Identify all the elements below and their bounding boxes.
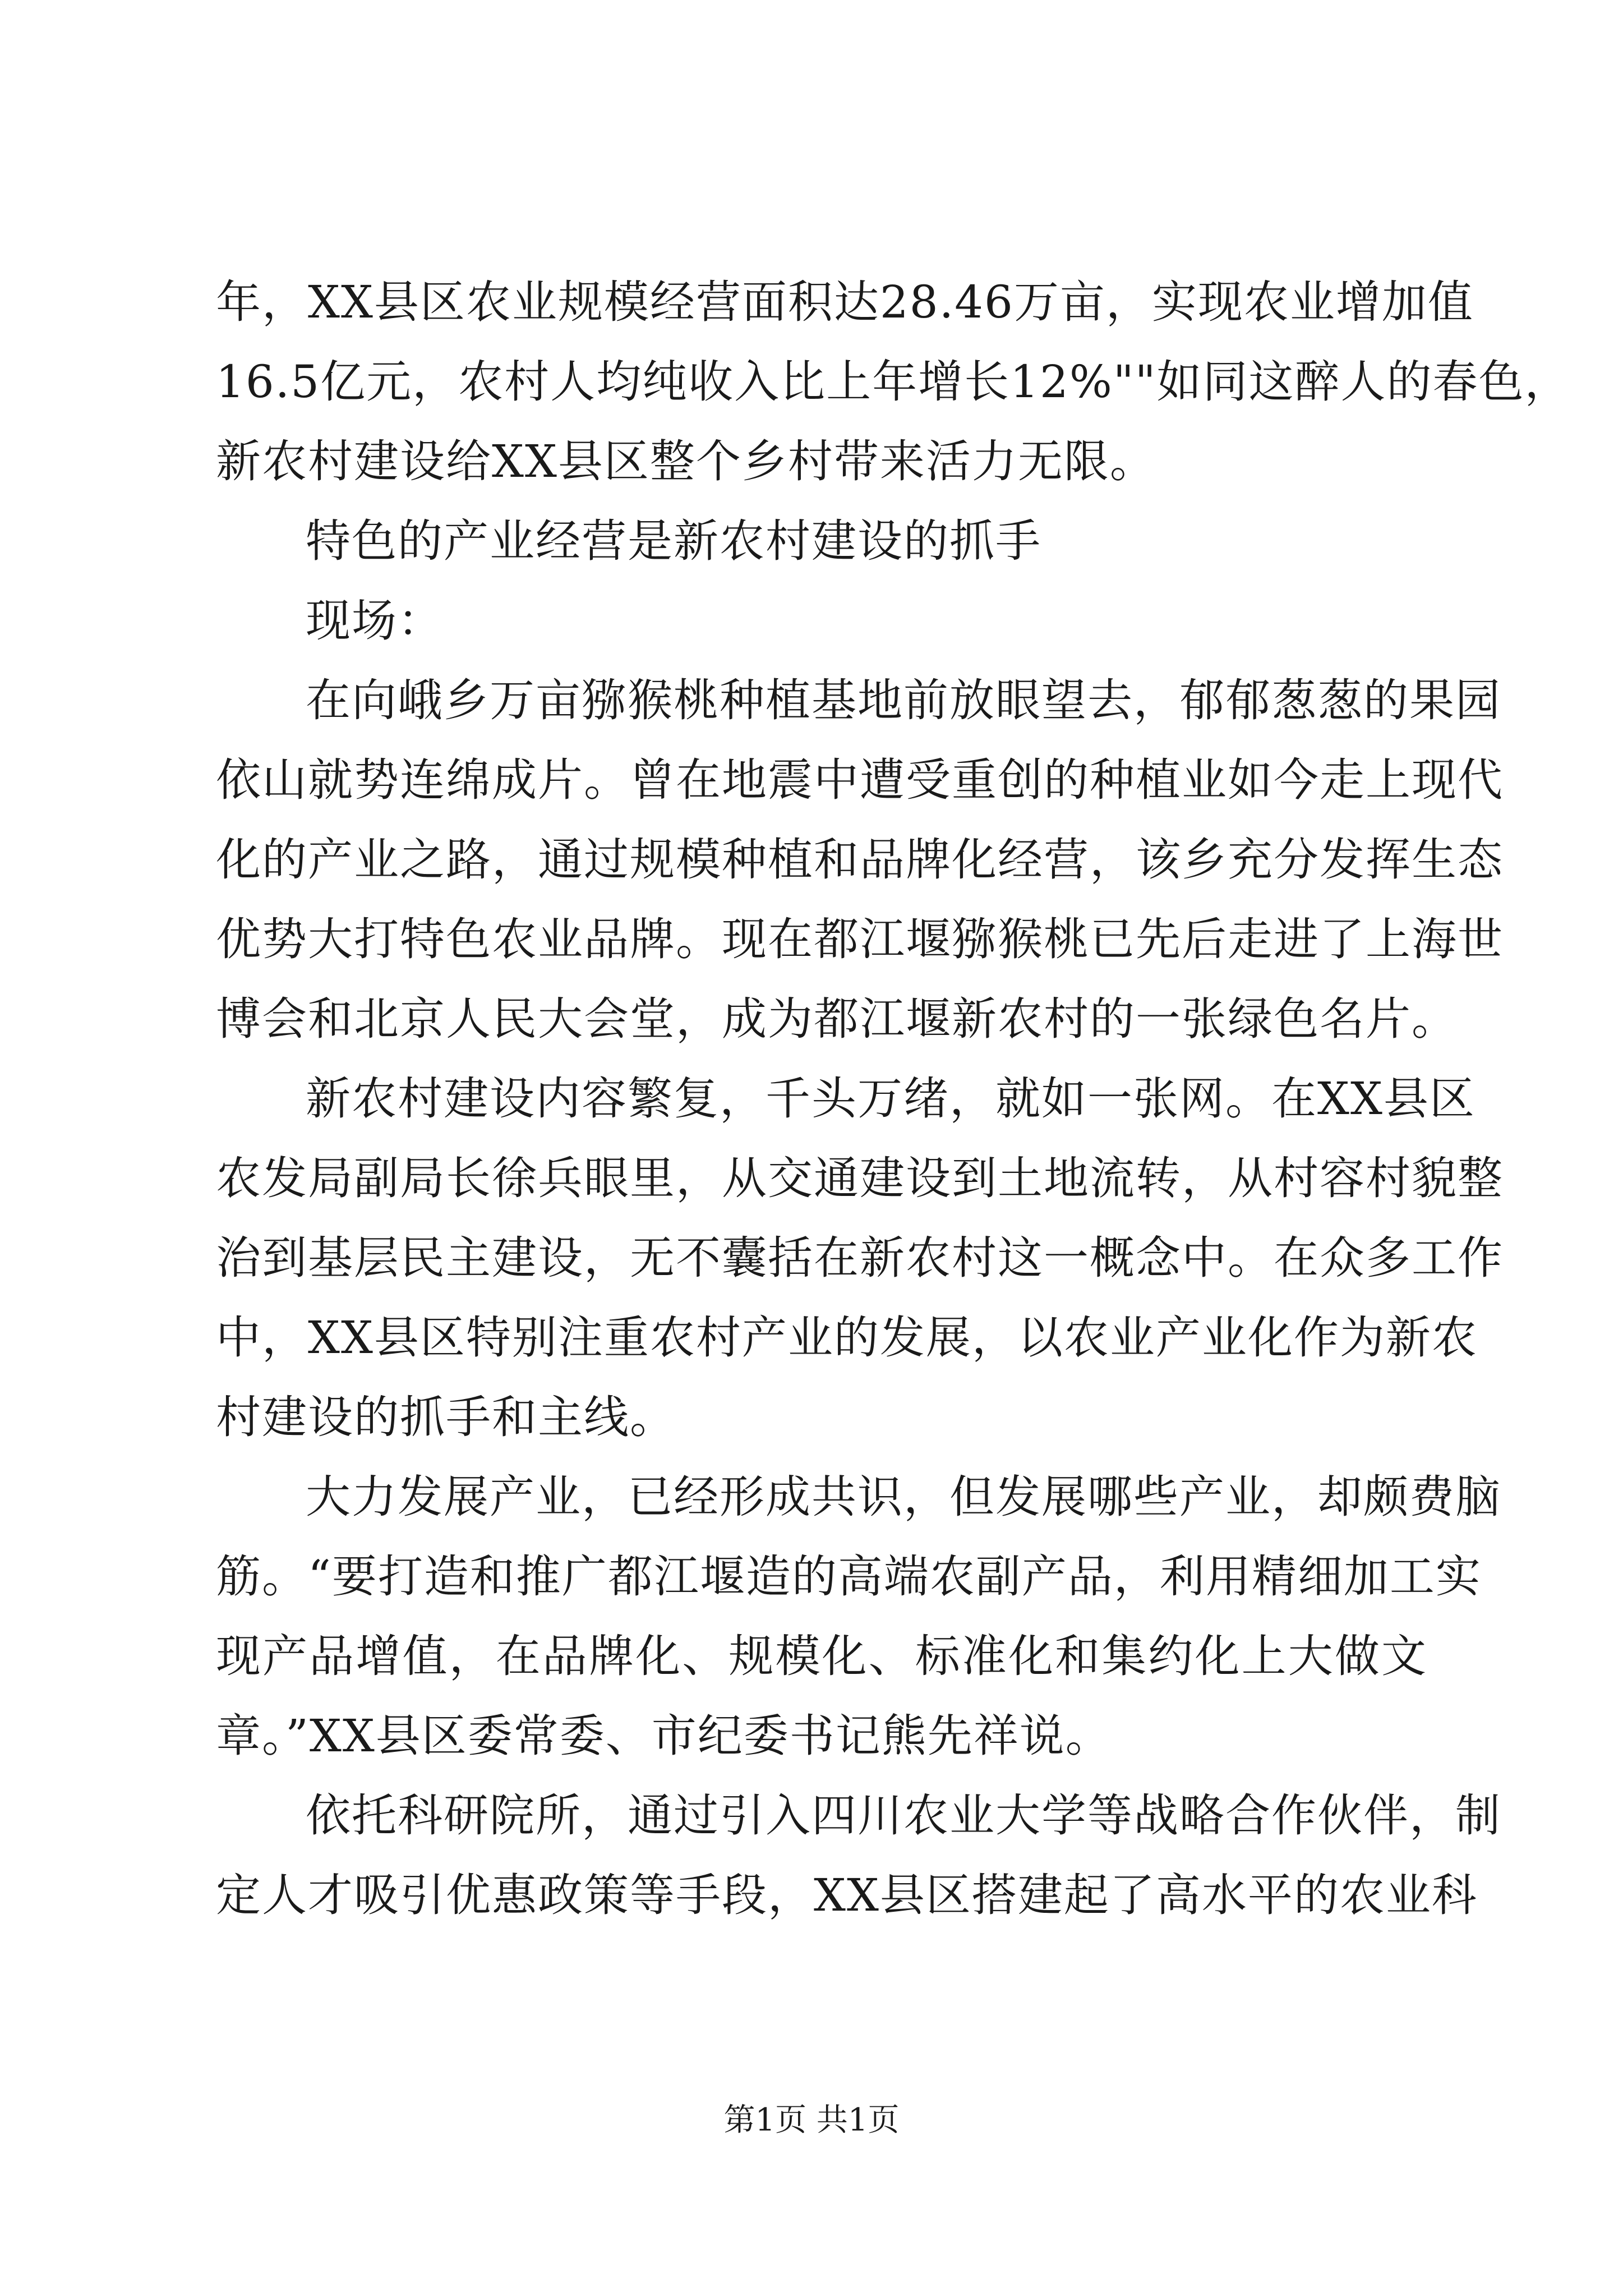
- text-line: 博会和北京人民大会堂，成为都江堰新农村的一张绿色名片。: [216, 993, 1458, 1045]
- text-line: 优势大打特色农业品牌。现在都江堰猕猴桃已先后走进了上海世: [216, 913, 1504, 965]
- text-line: 依托科研院所，通过引入四川农业大学等战略合作伙伴，制: [306, 1789, 1501, 1842]
- text-line: 新农村建设内容繁复，千头万绪，就如一张网。在XX县区: [306, 1073, 1476, 1125]
- text-line: 在向峨乡万亩猕猴桃种植基地前放眼望去，郁郁葱葱的果园: [306, 674, 1501, 726]
- text-line: 16.5亿元，农村人均纯收入比上年增长12%""如同这醉人的春色，: [216, 356, 1571, 408]
- text-line: 村建设的抓手和主线。: [216, 1391, 676, 1443]
- text-line: 年，XX县区农业规模经营面积达28.46万亩，实现农业增加值: [216, 276, 1474, 328]
- text-line: 现产品增值，在品牌化、规模化、标准化和集约化上大做文: [216, 1630, 1427, 1682]
- text-line: 化的产业之路，通过规模种植和品牌化经营，该乡充分发挥生态: [216, 834, 1504, 886]
- text-line: 治到基层民主建设，无不囊括在新农村这一概念中。在众多工作: [216, 1232, 1504, 1284]
- document-body: [216, 263, 1571, 1935]
- text-line: 章。”XX县区委常委、市纪委书记熊先祥说。: [216, 1710, 1112, 1762]
- text-line: 定人才吸引优惠政策等手段，XX县区搭建起了高水平的农业科: [216, 1869, 1478, 1921]
- section-label: 现场：: [306, 595, 444, 647]
- page-footer: [0, 2098, 1623, 2143]
- section-heading: 特色的产业经营是新农村建设的抓手: [306, 515, 1041, 567]
- text-line: 新农村建设给XX县区整个乡村带来活力无限。: [216, 435, 1156, 487]
- text-line: 大力发展产业，已经形成共识，但发展哪些产业，却颇费脑: [306, 1471, 1501, 1523]
- text-line: 依山就势连绵成片。曾在地震中遭受重创的种植业如今走上现代: [216, 754, 1504, 806]
- text-line: 农发局副局长徐兵眼里，从交通建设到土地流转，从村容村貌整: [216, 1152, 1504, 1204]
- page-number: 第1页 共1页: [723, 2102, 900, 2138]
- text-line: 筋。“要打造和推广都江堰造的高端农副产品，利用精细加工实: [216, 1550, 1482, 1603]
- text-line: 中，XX县区特别注重农村产业的发展，以农业产业化作为新农: [216, 1312, 1478, 1364]
